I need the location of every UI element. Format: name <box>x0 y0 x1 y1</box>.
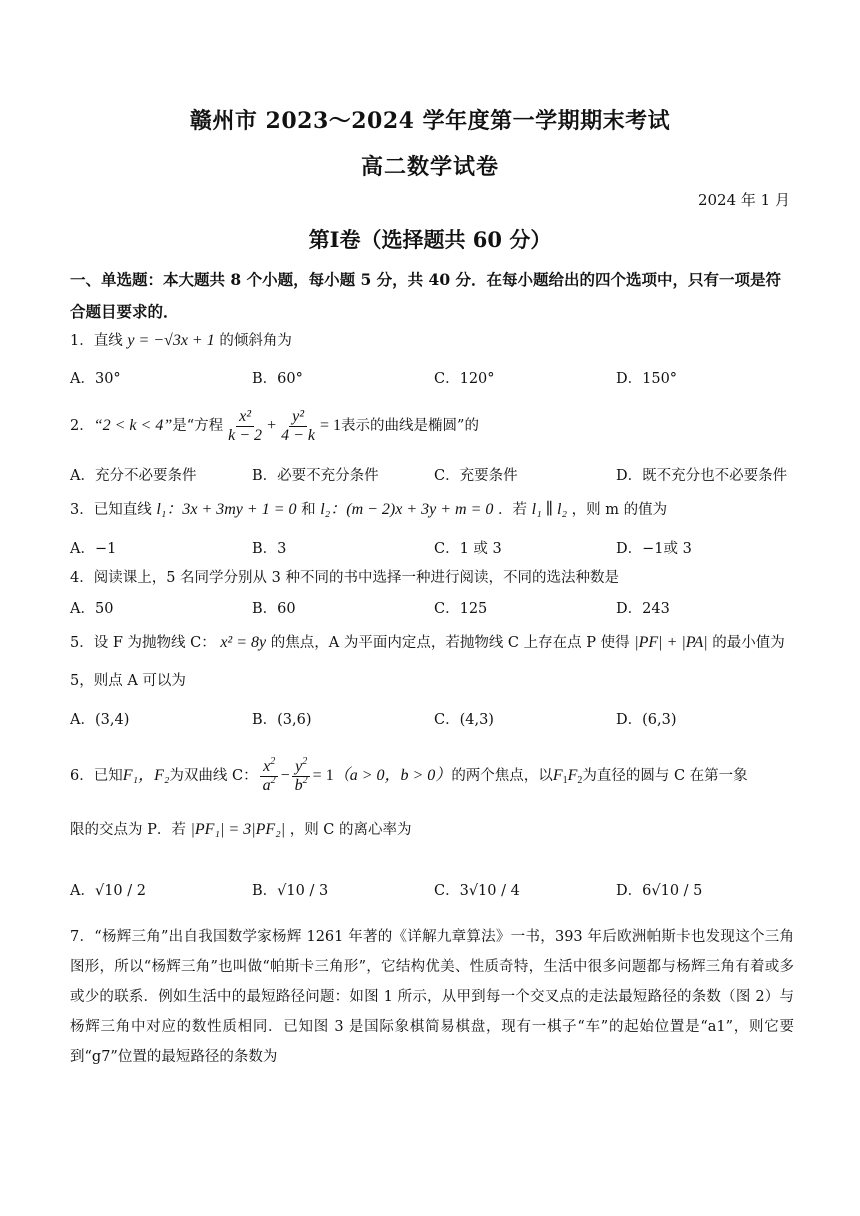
q3-text-a: 3．已知直线 <box>70 502 152 518</box>
q6-condition: （a > 0，b > 0） <box>333 767 452 784</box>
q3-text-b: 和 <box>301 502 316 518</box>
q6-line2-b: ，则 C 的离心率为 <box>289 822 412 838</box>
q6-frac-y: $\frac{y^2}{b^2}$ <box>292 758 311 795</box>
q6-option-d[interactable]: D．6√10 / 5 <box>616 882 703 899</box>
q1-number: 1．直线 <box>70 333 123 349</box>
question-5 <box>70 633 794 653</box>
question-3 <box>70 500 794 520</box>
q3-options <box>70 530 800 564</box>
question-7: 7．“杨辉三角”出自我国数学家杨辉 1261 年著的《详解九章算法》一书，393 年后欧洲帕斯卡也发现这个三角图形，所以“杨辉三角”也叫做“帕斯卡三角形”，它结构优美、性质奇特，生活中很多问题都与杨辉三角有着或多或少的联系．例如生活中的最短路径问题：如图 1 所示，从甲到每一个交叉点的走法最短路径的条数（图 2）与杨辉三角中对应的数性质相同．已知图 3 是国际象棋简易棋盘，现有一棋子“车”的起始位置是“a1”，则它要到“g7”位置的最短路径的条数为 <box>70 929 794 1065</box>
exam-title: 赣州市 2023～2024 学年度第一学期期末考试 <box>189 108 671 134</box>
q3-line1-equation: l₁：3x + 3my + 1 = 0 <box>156 501 297 518</box>
q6-text-b: 为双曲线 C： <box>169 768 258 784</box>
q3-text-d: ，则 m 的值为 <box>571 502 668 518</box>
volume-heading: 第Ⅰ卷（选择题共 60 分） <box>308 227 552 252</box>
q2-frac2-den: 4 − k <box>281 426 315 444</box>
q5-parabola: x² = 8y <box>220 634 267 651</box>
q3-option-c[interactable]: C．1 或 3 <box>434 540 502 557</box>
q1-tail: 的倾斜角为 <box>219 333 292 349</box>
section-instructions: 一、单选题：本大题共 8 个小题，每小题 5 分，共 40 分．在每小题给出的四个选项中，只有一项是符合题目要求的． <box>70 270 782 321</box>
q3-parallel: l₁ ∥ l₂ <box>531 501 568 518</box>
q4-option-d[interactable]: D．243 <box>616 600 670 617</box>
q2-mid: 是“方程 <box>172 418 224 434</box>
q6-option-a[interactable]: A．√10 / 2 <box>70 882 146 899</box>
q5-distance-sum: |PF| + |PA| <box>634 634 708 651</box>
question-1 <box>70 331 794 351</box>
q6-line2-eq: |PF₁| = 3|PF₂| <box>190 821 286 838</box>
exam-subtitle: 高二数学试卷 <box>360 154 499 180</box>
q3-line2-equation: l₂：(m − 2)x + 3y + m = 0 <box>320 501 494 518</box>
q1-option-d[interactable]: D．150° <box>616 370 678 387</box>
q2-condition: “2 < k < 4” <box>93 417 173 434</box>
q2-options <box>70 457 800 491</box>
q2-option-a[interactable]: A．充分不必要条件 <box>70 467 197 484</box>
q6-text-c: 的两个焦点，以 <box>451 768 553 784</box>
q3-option-b[interactable]: B．3 <box>252 540 287 557</box>
q3-text-c: ．若 <box>498 502 528 518</box>
question-2: 2． “2 < k < 4” 是“方程 $\frac{\text{x²}}{k - 2}$ + $\frac{\text{y²}}{4 - k}$ = 1 表示的曲线是椭圆”的 <box>70 404 794 448</box>
q1-equation: y = −√3x + 1 <box>127 332 215 349</box>
q5-text-c: 的最小值为 <box>712 635 785 651</box>
q2-tail: 表示的曲线是椭圆”的 <box>341 418 479 434</box>
q2-frac2-num: y² <box>289 408 307 427</box>
q3-option-a[interactable]: A．−1 <box>70 540 117 557</box>
q5-option-b[interactable]: B．(3,6) <box>252 711 312 728</box>
q6-option-c[interactable]: C．3√10 / 4 <box>434 882 520 899</box>
q3-option-d[interactable]: D．−1或 3 <box>616 540 692 557</box>
q2-option-d[interactable]: D．既不充分也不必要条件 <box>616 467 788 484</box>
q2-number: 2． <box>70 418 94 434</box>
q6-text-a: 6．已知 <box>70 768 123 784</box>
question-4: 4．阅读课上，5 名同学分别从 3 种不同的书中选择一种进行阅读，不同的选法种数是 <box>70 570 620 586</box>
q5-option-c[interactable]: C．(4,3) <box>434 711 494 728</box>
q5-text-b: 的焦点，A 为平面内定点，若抛物线 C 上存在点 P 使得 <box>270 635 630 651</box>
question-5-line2: 5，则点 A 可以为 <box>70 673 186 689</box>
q1-option-a[interactable]: A．30° <box>70 370 121 387</box>
q5-options <box>70 701 800 735</box>
q5-option-d[interactable]: D．(6,3) <box>616 711 677 728</box>
q4-options <box>70 590 800 624</box>
q2-eq-tail: = 1 <box>320 417 342 434</box>
q5-option-a[interactable]: A．(3,4) <box>70 711 130 728</box>
q5-text-a: 5．设 F 为抛物线 C： <box>70 635 216 651</box>
q4-option-c[interactable]: C．125 <box>434 600 488 617</box>
q2-frac1-num: x² <box>236 408 254 427</box>
q6-options <box>70 866 800 912</box>
q4-option-b[interactable]: B．60 <box>252 600 296 617</box>
q1-options <box>70 360 800 394</box>
q6-frac-x: $\frac{x^2}{a^2}$ <box>260 758 279 795</box>
q6-text-d: 为直径的圆与 C 在第一象 <box>582 768 748 784</box>
q1-option-c[interactable]: C．120° <box>434 370 495 387</box>
q6-foci: F₁，F₂ <box>122 767 170 784</box>
q2-fraction-y <box>278 408 318 445</box>
question-6-line2 <box>70 820 794 840</box>
q2-option-c[interactable]: C．充要条件 <box>434 467 518 484</box>
q4-option-a[interactable]: A．50 <box>70 600 114 617</box>
question-6: 6．已知 F₁，F₂ 为双曲线 C： $\frac{x^2}{a^2}$ − $\frac{y^2}{b^2}$ = 1 （a > 0，b > 0） 的两个焦点，以 $F_1F_2$ 为直径的圆与 C 在第一象 <box>70 755 748 794</box>
exam-date: 2024 年 1 月 <box>697 191 790 209</box>
q1-option-b[interactable]: B．60° <box>252 370 303 387</box>
q2-frac1-den: k − 2 <box>228 426 263 444</box>
q2-option-b[interactable]: B．必要不充分条件 <box>252 467 379 484</box>
q6-line2-a: 限的交点为 P．若 <box>70 822 186 838</box>
q6-option-b[interactable]: B．√10 / 3 <box>252 882 329 899</box>
q2-fraction-x <box>225 408 265 445</box>
